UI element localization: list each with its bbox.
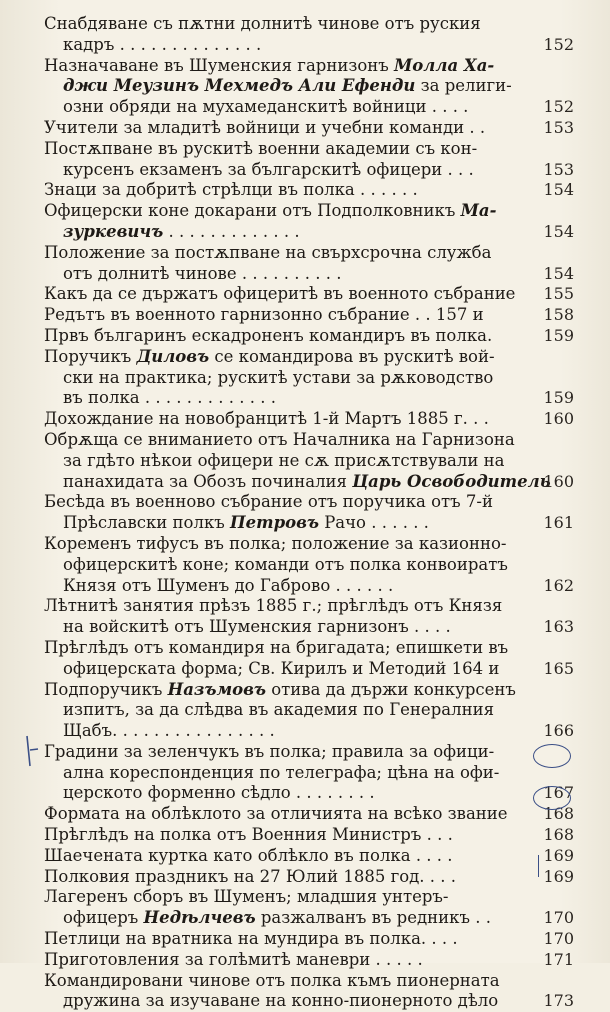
page-number: 166: [543, 721, 574, 741]
toc-entry[interactable]: [44, 492, 574, 534]
entry-text: за гдѣто нѣкои офицери не сѫ присѫтствували на: [63, 450, 505, 470]
margin-pen-mark-icon: [25, 734, 39, 768]
toc-entry[interactable]: [44, 180, 574, 201]
entry-text: Учители за младитѣ войници и учебни команди . .: [44, 117, 486, 137]
entry-name-bold: Диловъ: [136, 346, 210, 366]
circled-page-mark-icon: [533, 744, 571, 768]
entry-text: Какъ да се държатъ офицеритѣ въ военното събрание: [44, 284, 516, 304]
toc-entry[interactable]: [44, 118, 574, 139]
entry-text: Полковия праздникъ на 27 Юлий 1885 год. . . .: [44, 866, 457, 886]
page-number: 155: [543, 284, 574, 304]
page-number: 159: [543, 388, 574, 408]
entry-text: панахидата за Обозъ починалия: [63, 471, 347, 491]
entry-text: Поручикъ: [44, 346, 132, 366]
entry-text: ална кореспонденция по телеграфа; цѣна на офи-: [63, 762, 500, 782]
entry-text: изпитъ, за да слѣдва въ академия по Генералния: [63, 700, 494, 720]
toc-entry[interactable]: [44, 409, 574, 430]
entry-text: офицеръ: [63, 908, 139, 928]
entry-text: озни обряди на мухамеданскитѣ войници . . . .: [63, 97, 469, 117]
entry-text: Прѣглѣдъ отъ командиря на бригадата; епишкети въ: [44, 637, 509, 657]
page-number: 169: [543, 866, 574, 886]
toc-entry[interactable]: [44, 867, 574, 888]
page-number: 169: [543, 845, 574, 865]
entry-text: Офицерски коне докарани отъ Подполковникъ: [44, 201, 456, 221]
entry-text: Назначаване въ Шуменския гарнизонъ: [44, 55, 389, 75]
entry-name-bold: джи Меузинъ Мехмедъ Али Ефенди: [63, 76, 416, 96]
toc-entry[interactable]: [44, 638, 574, 680]
entry-text: Петлици на вратника на мундира въ полка. . . .: [44, 929, 458, 949]
toc-entry[interactable]: [44, 887, 574, 929]
page-number: 170: [543, 908, 574, 928]
entry-text: Знаци за добритѣ стрѣлци въ полка . . . . . .: [44, 180, 418, 200]
entry-text: Шаечената куртка като облѣкло въ полка . . . .: [44, 845, 453, 865]
page-number: 167: [543, 783, 574, 803]
entry-text: дружина за изучаване на конно-пионерното дѣло: [63, 991, 499, 1011]
entry-text: Лагеренъ сборъ въ Шуменъ; младшия унтеръ-: [44, 887, 449, 907]
entry-text: Формата на облѣклото за отличията на всѣко звание: [44, 804, 508, 824]
entry-text: Коременъ тифусъ въ полка; положение за казионно-: [44, 533, 507, 553]
entry-text: отъ долнитѣ чинове . . . . . . . . . .: [63, 263, 342, 283]
entry-name-bold: Назъмовъ: [167, 679, 266, 699]
toc-entry[interactable]: [44, 139, 574, 181]
entry-text: разжалванъ въ редникъ . .: [260, 908, 491, 928]
toc-entry[interactable]: [44, 326, 574, 347]
page-number: 152: [543, 34, 574, 54]
toc-entry[interactable]: [44, 680, 574, 742]
entry-text: церското форменно сѣдло . . . . . . . .: [63, 783, 375, 803]
page-number: 163: [543, 617, 574, 637]
entry-text: на войскитѣ отъ Шуменския гарнизонъ . . . .: [63, 617, 451, 637]
toc-entry[interactable]: [44, 284, 574, 305]
entry-text: се командирова въ рускитѣ вой-: [214, 346, 495, 366]
toc-entry[interactable]: [44, 825, 574, 846]
page-number: 153: [543, 159, 574, 179]
page-number: 152: [543, 97, 574, 117]
entry-text: Приготовления за голѣмитѣ маневри . . . . .: [44, 949, 423, 969]
entry-name-bold: Молла Ха-: [394, 55, 495, 75]
page-number: 161: [543, 513, 574, 533]
entry-text: Командировани чинове отъ полка къмъ пионерната: [44, 970, 500, 990]
entry-name-bold: зуркевичъ: [63, 221, 164, 241]
toc-entry[interactable]: [44, 804, 574, 825]
toc-entry[interactable]: [44, 430, 574, 492]
circled-page-mark-icon: [533, 786, 571, 810]
entry-text: Князя отъ Шуменъ до Габрово . . . . . .: [63, 575, 394, 595]
toc-entry[interactable]: [44, 971, 574, 1012]
page-number: 154: [543, 180, 574, 200]
entry-text: въ полка . . . . . . . . . . . . .: [63, 388, 276, 408]
page-number: 154: [543, 263, 574, 283]
page-number: 162: [543, 575, 574, 595]
table-of-contents: [44, 14, 574, 1012]
page-number: 158: [543, 305, 574, 325]
entry-name-bold: Царь Освободитель: [352, 471, 551, 491]
page-number: 160: [543, 471, 574, 491]
toc-entry[interactable]: [44, 596, 574, 638]
entry-text: за религи-: [420, 76, 512, 96]
page-number: 168: [543, 804, 574, 824]
toc-entry[interactable]: [44, 846, 574, 867]
page-number: 173: [543, 991, 574, 1011]
toc-entry[interactable]: [44, 950, 574, 971]
toc-entry[interactable]: [44, 14, 574, 56]
entry-text: кадръ . . . . . . . . . . . . . .: [63, 34, 262, 54]
entry-text: Прѣглѣдъ на полка отъ Военния Министръ . . .: [44, 825, 453, 845]
entry-text: офицерската форма; Св. Кирилъ и Методий 164 и: [63, 658, 500, 678]
entry-name-bold: Ма-: [460, 201, 497, 221]
page-number: 159: [543, 325, 574, 345]
entry-text: Обрѫща се вниманието отъ Началника на Гарнизона: [44, 429, 515, 449]
entry-text: Подпоручикъ: [44, 679, 163, 699]
toc-entry[interactable]: [44, 56, 574, 118]
page-number: 165: [543, 658, 574, 678]
entry-text: Прѣславски полкъ: [63, 513, 225, 533]
entry-text: Дохождание на новобранцитѣ 1-й Мартъ 1885 г. . .: [44, 409, 489, 429]
page-number: 168: [543, 825, 574, 845]
entry-text: Градини за зеленчукъ въ полка; правила за офици-: [44, 741, 495, 761]
entry-text: офицерскитѣ коне; команди отъ полка конвоиратъ: [63, 554, 508, 574]
toc-entry[interactable]: [44, 929, 574, 950]
entry-name-bold: Петровъ: [230, 513, 319, 533]
entry-text: Лѣтнитѣ занятия прѣзъ 1885 г.; прѣглѣдъ отъ Князя: [44, 596, 503, 616]
entry-text: Щабъ. . . . . . . . . . . . . . . .: [63, 721, 275, 741]
entry-text: Редътъ въ военното гарнизонно събрание . . 157 и: [44, 305, 484, 325]
entry-name-bold: Недѣлчевъ: [143, 908, 256, 928]
entry-text: Постѫпване въ рускитѣ военни академии съ кон-: [44, 138, 478, 158]
toc-entry[interactable]: [44, 305, 574, 326]
page-number: 160: [543, 409, 574, 429]
page-number: 170: [543, 929, 574, 949]
page-number: 154: [543, 221, 574, 241]
entry-text: Првъ българинъ ескадроненъ командиръ въ полка.: [44, 325, 493, 345]
toc-entry[interactable]: [44, 347, 574, 409]
toc-entry[interactable]: [44, 534, 574, 596]
entry-text: Бесѣда въ военново събрание отъ поручика отъ 7-й: [44, 492, 493, 512]
toc-entry[interactable]: [44, 742, 574, 804]
entry-text: Рачо . . . . . .: [324, 513, 429, 533]
entry-text: ски на практика; рускитѣ устави за рѫководство: [63, 367, 494, 387]
page-number: 171: [543, 949, 574, 969]
toc-entry[interactable]: [44, 243, 574, 285]
page-number: 153: [543, 117, 574, 137]
entry-text: Положение за постѫпване на свърхсрочна служба: [44, 242, 492, 262]
toc-entry[interactable]: [44, 201, 574, 243]
tick-mark-icon: [538, 855, 542, 877]
entry-text: . . . . . . . . . . . . .: [168, 221, 300, 241]
entry-text: отива да държи конкурсенъ: [271, 679, 516, 699]
entry-text: Снабдяване съ пѫтни долнитѣ чинове отъ руския: [44, 14, 481, 33]
entry-text: курсенъ екзаменъ за българскитѣ офицери . . .: [63, 159, 474, 179]
